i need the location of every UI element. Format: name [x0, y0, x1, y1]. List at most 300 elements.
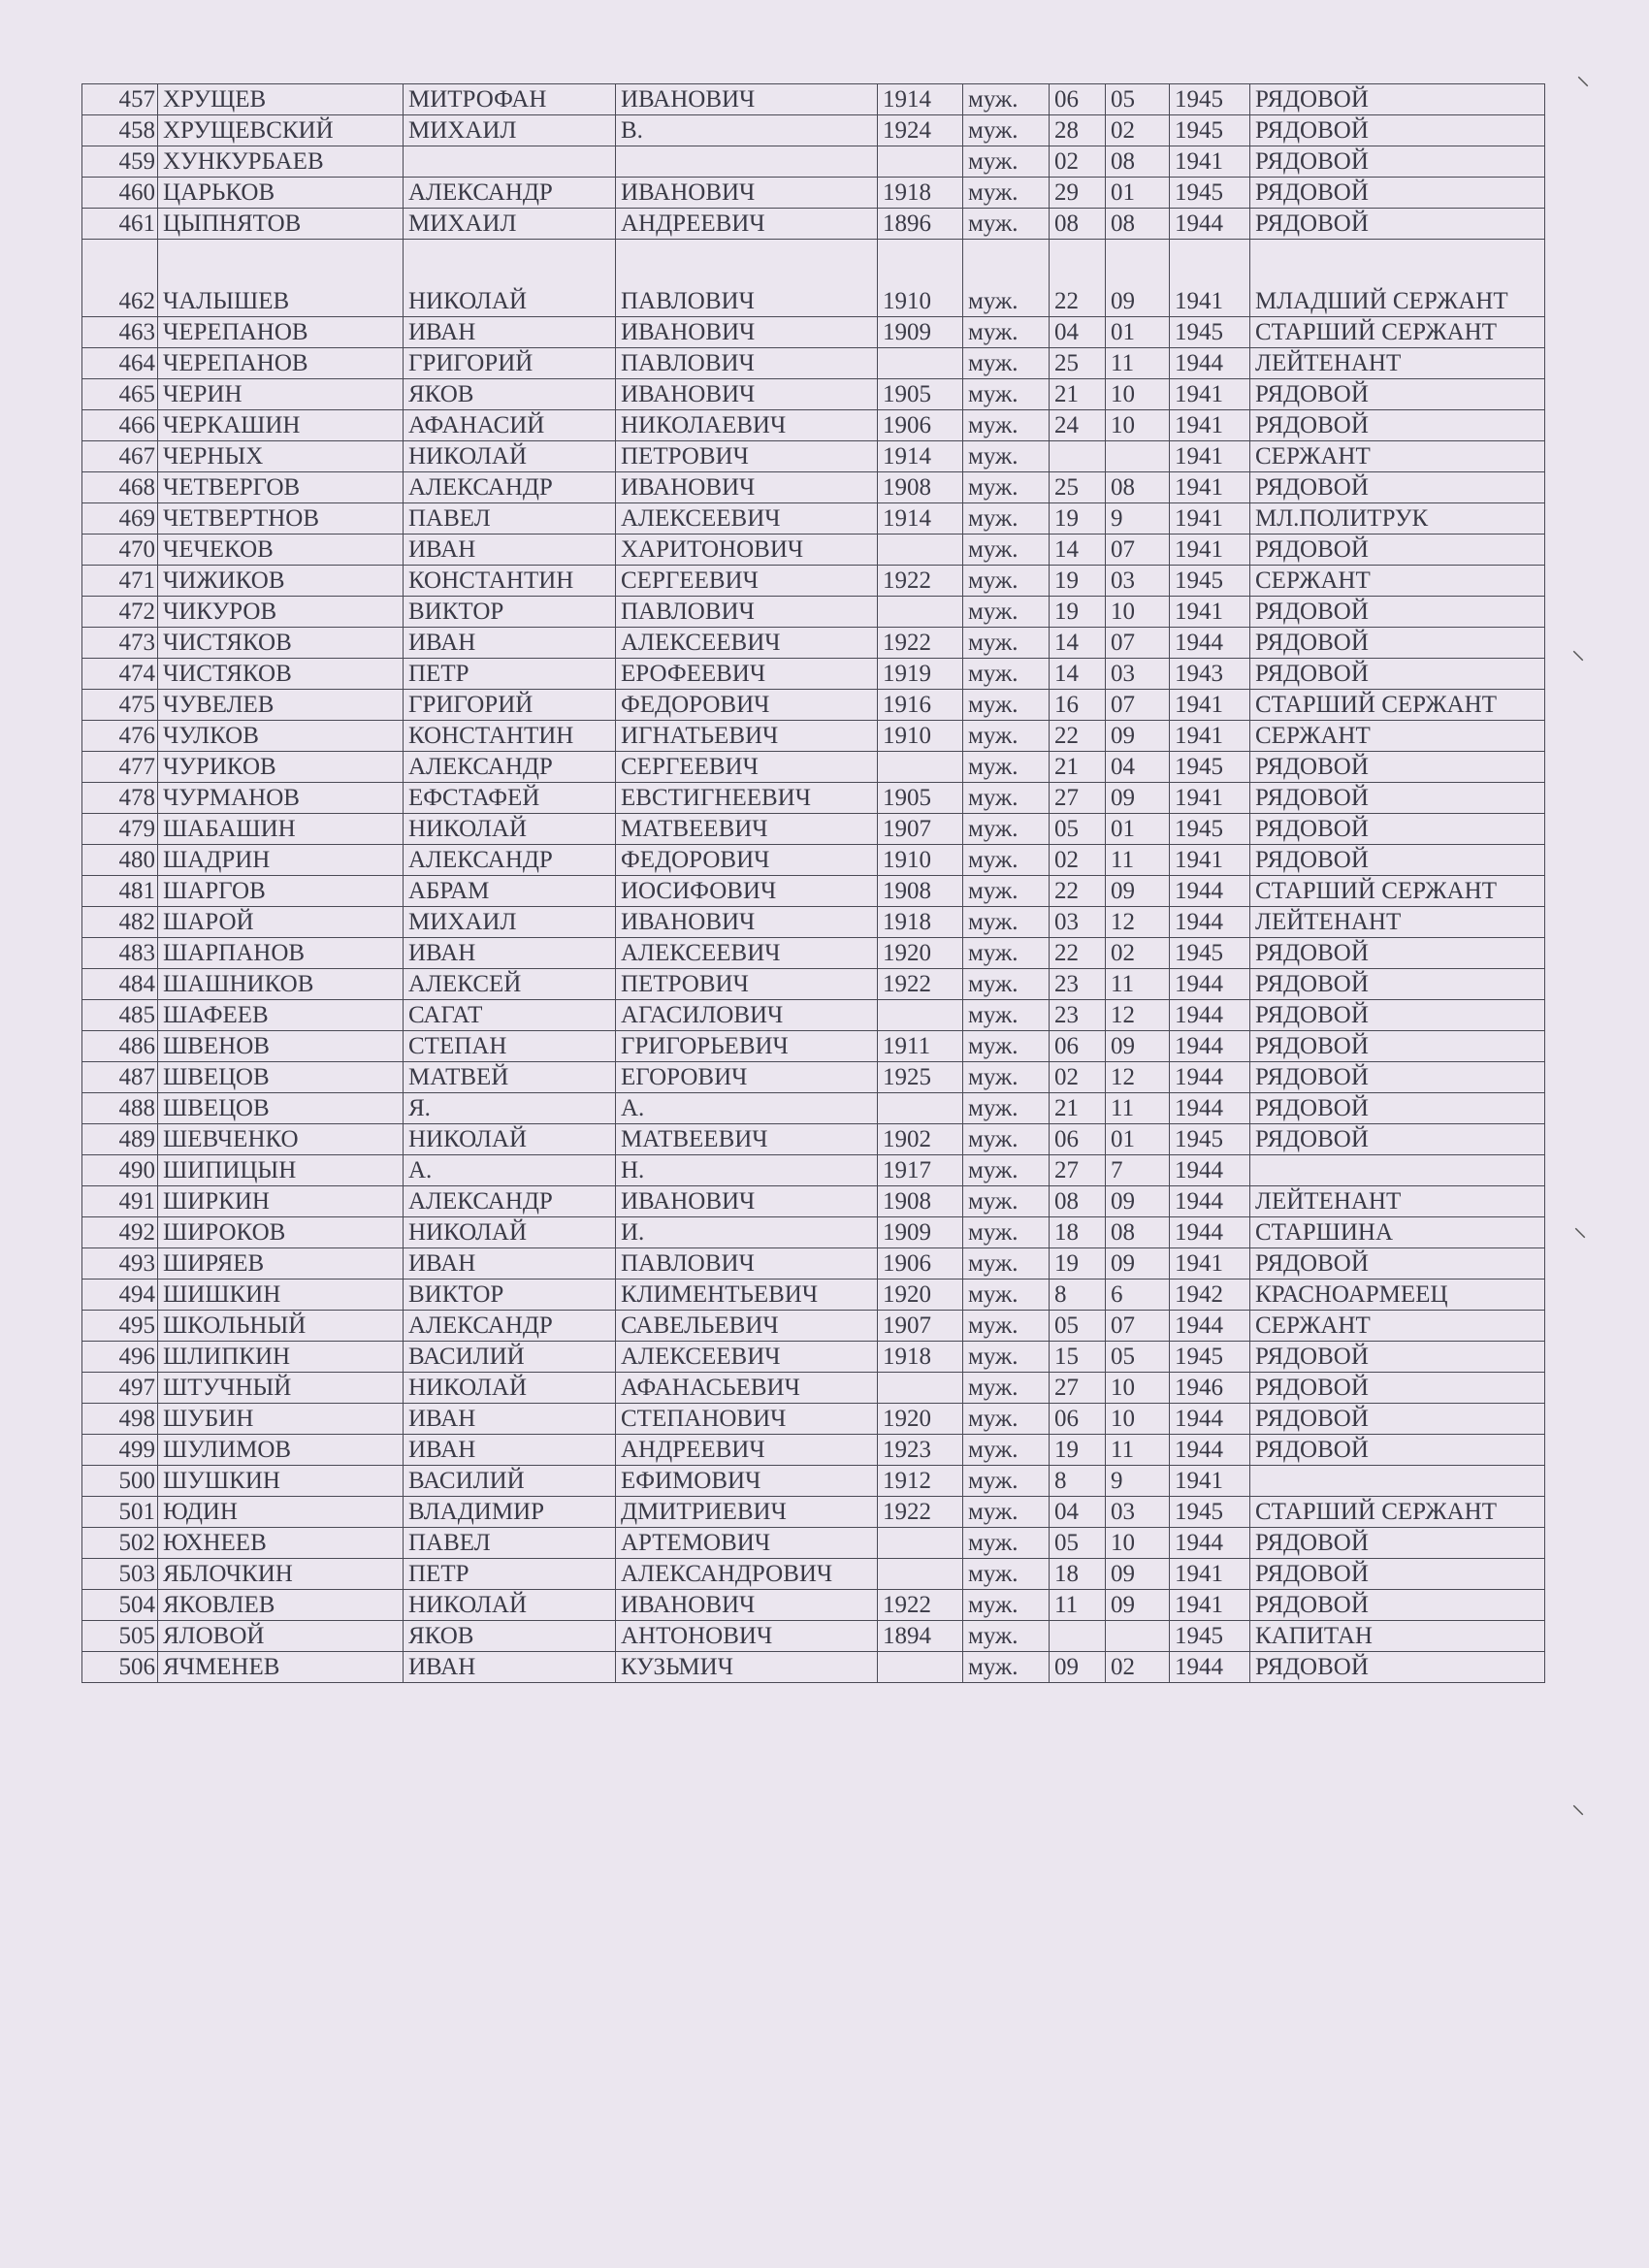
day-cell: 15 — [1050, 1342, 1106, 1373]
rank-cell: СЕРЖАНТ — [1250, 566, 1545, 597]
patronymic-cell: ИВАНОВИЧ — [616, 317, 878, 348]
table-row — [82, 1124, 1545, 1155]
month-cell — [1106, 1621, 1170, 1652]
surname-cell: ШВЕЦОВ — [158, 1093, 404, 1124]
first-name-cell: ИВАН — [404, 938, 616, 969]
sex-cell: муж. — [963, 1621, 1050, 1652]
first-name-cell: САГАТ — [404, 1000, 616, 1031]
surname-cell: ЦАРЬКОВ — [158, 178, 404, 209]
year-cell: 1945 — [1170, 566, 1250, 597]
year-cell: 1941 — [1170, 146, 1250, 178]
rank-cell: РЯДОВОЙ — [1250, 783, 1545, 814]
patronymic-cell: СЕРГЕЕВИЧ — [616, 752, 878, 783]
table-row — [82, 1590, 1545, 1621]
month-cell: 03 — [1106, 659, 1170, 690]
birth-year-cell: 1905 — [878, 379, 963, 410]
sex-cell: муж. — [963, 535, 1050, 566]
month-cell: 07 — [1106, 628, 1170, 659]
table-row — [82, 1248, 1545, 1280]
day-cell: 03 — [1050, 907, 1106, 938]
birth-year-cell: 1910 — [878, 845, 963, 876]
record-number-cell: 482 — [82, 907, 158, 938]
rank-cell: МЛ.ПОЛИТРУК — [1250, 503, 1545, 535]
record-number-cell: 473 — [82, 628, 158, 659]
year-cell: 1944 — [1170, 1186, 1250, 1217]
year-cell: 1945 — [1170, 178, 1250, 209]
day-cell: 19 — [1050, 1435, 1106, 1466]
patronymic-cell: ПЕТРОВИЧ — [616, 969, 878, 1000]
year-cell: 1945 — [1170, 84, 1250, 115]
month-cell: 11 — [1106, 1435, 1170, 1466]
record-number-cell: 505 — [82, 1621, 158, 1652]
first-name-cell: ВИКТОР — [404, 1280, 616, 1311]
sex-cell: муж. — [963, 379, 1050, 410]
year-cell: 1944 — [1170, 1528, 1250, 1559]
rank-cell: РЯДОВОЙ — [1250, 379, 1545, 410]
table-row — [82, 1497, 1545, 1528]
birth-year-cell: 1914 — [878, 84, 963, 115]
first-name-cell: МИХАИЛ — [404, 115, 616, 146]
day-cell: 08 — [1050, 209, 1106, 240]
table-row — [82, 814, 1545, 845]
table-row — [82, 1466, 1545, 1497]
day-cell: 19 — [1050, 597, 1106, 628]
surname-cell: ЧЕРИН — [158, 379, 404, 410]
record-number-cell: 468 — [82, 472, 158, 503]
patronymic-cell: АНДРЕЕВИЧ — [616, 1435, 878, 1466]
surname-cell: ШАРГОВ — [158, 876, 404, 907]
birth-year-cell: 1920 — [878, 938, 963, 969]
surname-cell: ЧИСТЯКОВ — [158, 628, 404, 659]
table-row — [82, 348, 1545, 379]
surname-cell: ЧУВЕЛЕВ — [158, 690, 404, 721]
record-number-cell: 486 — [82, 1031, 158, 1062]
record-number-cell: 466 — [82, 410, 158, 441]
record-number-cell: 479 — [82, 814, 158, 845]
birth-year-cell: 1918 — [878, 178, 963, 209]
first-name-cell: АЛЕКСАНДР — [404, 752, 616, 783]
table-row — [82, 84, 1545, 115]
first-name-cell: НИКОЛАЙ — [404, 1124, 616, 1155]
sex-cell: муж. — [963, 1155, 1050, 1186]
surname-cell: ЧУЛКОВ — [158, 721, 404, 752]
rank-cell: СТАРШИЙ СЕРЖАНТ — [1250, 876, 1545, 907]
record-number-cell: 499 — [82, 1435, 158, 1466]
year-cell: 1941 — [1170, 1559, 1250, 1590]
table-row — [82, 441, 1545, 472]
record-number-cell: 462 — [82, 240, 158, 317]
first-name-cell: ПЕТР — [404, 659, 616, 690]
table-row — [82, 690, 1545, 721]
month-cell: 10 — [1106, 410, 1170, 441]
surname-cell: ШЛИПКИН — [158, 1342, 404, 1373]
table-row — [82, 1217, 1545, 1248]
rank-cell: СТАРШИЙ СЕРЖАНТ — [1250, 1497, 1545, 1528]
record-number-cell: 480 — [82, 845, 158, 876]
month-cell: 02 — [1106, 938, 1170, 969]
surname-cell: ЧАЛЫШЕВ — [158, 240, 404, 317]
day-cell: 22 — [1050, 876, 1106, 907]
patronymic-cell: ИВАНОВИЧ — [616, 472, 878, 503]
month-cell: 09 — [1106, 1559, 1170, 1590]
sex-cell: муж. — [963, 115, 1050, 146]
birth-year-cell: 1908 — [878, 876, 963, 907]
patronymic-cell: АЛЕКСЕЕВИЧ — [616, 1342, 878, 1373]
day-cell: 18 — [1050, 1217, 1106, 1248]
year-cell: 1941 — [1170, 503, 1250, 535]
surname-cell: ХРУЩЕВСКИЙ — [158, 115, 404, 146]
first-name-cell: НИКОЛАЙ — [404, 441, 616, 472]
table-row — [82, 783, 1545, 814]
sex-cell: муж. — [963, 410, 1050, 441]
day-cell — [1050, 441, 1106, 472]
sex-cell: муж. — [963, 441, 1050, 472]
birth-year-cell: 1894 — [878, 1621, 963, 1652]
first-name-cell: МАТВЕЙ — [404, 1062, 616, 1093]
year-cell: 1941 — [1170, 441, 1250, 472]
year-cell: 1941 — [1170, 535, 1250, 566]
punch-mark-icon: ⸜ — [1573, 1211, 1588, 1243]
record-number-cell: 487 — [82, 1062, 158, 1093]
record-number-cell: 459 — [82, 146, 158, 178]
day-cell: 25 — [1050, 472, 1106, 503]
year-cell: 1945 — [1170, 1124, 1250, 1155]
month-cell: 08 — [1106, 146, 1170, 178]
patronymic-cell: АЛЕКСЕЕВИЧ — [616, 503, 878, 535]
year-cell: 1941 — [1170, 783, 1250, 814]
sex-cell: муж. — [963, 938, 1050, 969]
rank-cell: РЯДОВОЙ — [1250, 1124, 1545, 1155]
sex-cell: муж. — [963, 1373, 1050, 1404]
day-cell: 11 — [1050, 1590, 1106, 1621]
sex-cell: муж. — [963, 503, 1050, 535]
month-cell: 01 — [1106, 178, 1170, 209]
table-row — [82, 379, 1545, 410]
month-cell: 08 — [1106, 209, 1170, 240]
surname-cell: ШВЕЦОВ — [158, 1062, 404, 1093]
first-name-cell: КОНСТАНТИН — [404, 721, 616, 752]
patronymic-cell: ИВАНОВИЧ — [616, 178, 878, 209]
surname-cell: ЧЕТВЕРГОВ — [158, 472, 404, 503]
surname-cell: ЮХНЕЕВ — [158, 1528, 404, 1559]
rank-cell: РЯДОВОЙ — [1250, 1248, 1545, 1280]
patronymic-cell: ЕФИМОВИЧ — [616, 1466, 878, 1497]
birth-year-cell — [878, 597, 963, 628]
punch-mark-icon: ⸜ — [1576, 59, 1591, 91]
birth-year-cell: 1918 — [878, 1342, 963, 1373]
patronymic-cell: АНДРЕЕВИЧ — [616, 209, 878, 240]
record-number-cell: 492 — [82, 1217, 158, 1248]
table-row — [82, 907, 1545, 938]
month-cell: 01 — [1106, 814, 1170, 845]
rank-cell: КРАСНОАРМЕЕЦ — [1250, 1280, 1545, 1311]
table-row — [82, 1342, 1545, 1373]
day-cell: 09 — [1050, 1652, 1106, 1683]
table-row — [82, 1000, 1545, 1031]
birth-year-cell: 1906 — [878, 410, 963, 441]
year-cell: 1945 — [1170, 938, 1250, 969]
rank-cell: ЛЕЙТЕНАНТ — [1250, 907, 1545, 938]
sex-cell: муж. — [963, 1124, 1050, 1155]
year-cell: 1941 — [1170, 472, 1250, 503]
record-number-cell: 506 — [82, 1652, 158, 1683]
record-number-cell: 504 — [82, 1590, 158, 1621]
record-number-cell: 463 — [82, 317, 158, 348]
table-row — [82, 472, 1545, 503]
table-row — [82, 876, 1545, 907]
day-cell: 28 — [1050, 115, 1106, 146]
patronymic-cell: МАТВЕЕВИЧ — [616, 814, 878, 845]
first-name-cell: ИВАН — [404, 1248, 616, 1280]
year-cell: 1941 — [1170, 1466, 1250, 1497]
day-cell: 05 — [1050, 814, 1106, 845]
record-number-cell: 496 — [82, 1342, 158, 1373]
surname-cell: ШКОЛЬНЫЙ — [158, 1311, 404, 1342]
first-name-cell: ИВАН — [404, 628, 616, 659]
day-cell: 14 — [1050, 628, 1106, 659]
rank-cell: РЯДОВОЙ — [1250, 1559, 1545, 1590]
birth-year-cell: 1920 — [878, 1404, 963, 1435]
month-cell: 01 — [1106, 1124, 1170, 1155]
rank-cell: РЯДОВОЙ — [1250, 535, 1545, 566]
first-name-cell: АЛЕКСАНДР — [404, 1186, 616, 1217]
table-row — [82, 503, 1545, 535]
day-cell: 24 — [1050, 410, 1106, 441]
table-row — [82, 845, 1545, 876]
birth-year-cell: 1920 — [878, 1280, 963, 1311]
patronymic-cell: ПЕТРОВИЧ — [616, 441, 878, 472]
month-cell: 10 — [1106, 1373, 1170, 1404]
patronymic-cell: АЛЕКСЕЕВИЧ — [616, 938, 878, 969]
sex-cell: муж. — [963, 1031, 1050, 1062]
birth-year-cell — [878, 535, 963, 566]
table-row — [82, 115, 1545, 146]
record-number-cell: 476 — [82, 721, 158, 752]
month-cell: 10 — [1106, 597, 1170, 628]
sex-cell: муж. — [963, 1093, 1050, 1124]
rank-cell — [1250, 1466, 1545, 1497]
sex-cell: муж. — [963, 84, 1050, 115]
year-cell: 1945 — [1170, 752, 1250, 783]
patronymic-cell: СТЕПАНОВИЧ — [616, 1404, 878, 1435]
day-cell: 06 — [1050, 1124, 1106, 1155]
year-cell: 1945 — [1170, 814, 1250, 845]
record-number-cell: 485 — [82, 1000, 158, 1031]
sex-cell: муж. — [963, 1280, 1050, 1311]
birth-year-cell: 1919 — [878, 659, 963, 690]
year-cell: 1945 — [1170, 115, 1250, 146]
sex-cell: муж. — [963, 1528, 1050, 1559]
patronymic-cell: КЛИМЕНТЬЕВИЧ — [616, 1280, 878, 1311]
surname-cell: ШАШНИКОВ — [158, 969, 404, 1000]
month-cell: 08 — [1106, 1217, 1170, 1248]
rank-cell: РЯДОВОЙ — [1250, 969, 1545, 1000]
birth-year-cell: 1918 — [878, 907, 963, 938]
first-name-cell: ВИКТОР — [404, 597, 616, 628]
rank-cell: РЯДОВОЙ — [1250, 472, 1545, 503]
patronymic-cell: АНТОНОВИЧ — [616, 1621, 878, 1652]
record-number-cell: 483 — [82, 938, 158, 969]
month-cell: 12 — [1106, 1062, 1170, 1093]
month-cell: 03 — [1106, 1497, 1170, 1528]
surname-cell: ЧИСТЯКОВ — [158, 659, 404, 690]
table-row — [82, 628, 1545, 659]
record-number-cell: 469 — [82, 503, 158, 535]
first-name-cell: МИХАИЛ — [404, 907, 616, 938]
record-number-cell: 484 — [82, 969, 158, 1000]
year-cell: 1944 — [1170, 1155, 1250, 1186]
day-cell: 21 — [1050, 1093, 1106, 1124]
birth-year-cell: 1924 — [878, 115, 963, 146]
first-name-cell: ИВАН — [404, 317, 616, 348]
day-cell: 25 — [1050, 348, 1106, 379]
surname-cell: ШАДРИН — [158, 845, 404, 876]
year-cell: 1944 — [1170, 1000, 1250, 1031]
day-cell: 19 — [1050, 566, 1106, 597]
patronymic-cell: АФАНАСЬЕВИЧ — [616, 1373, 878, 1404]
record-number-cell: 477 — [82, 752, 158, 783]
sex-cell: муж. — [963, 752, 1050, 783]
birth-year-cell: 1922 — [878, 566, 963, 597]
patronymic-cell: ЕРОФЕЕВИЧ — [616, 659, 878, 690]
birth-year-cell: 1905 — [878, 783, 963, 814]
record-number-cell: 494 — [82, 1280, 158, 1311]
patronymic-cell: АЛЕКСЕЕВИЧ — [616, 628, 878, 659]
month-cell: 05 — [1106, 1342, 1170, 1373]
patronymic-cell — [616, 146, 878, 178]
rank-cell: МЛАДШИЙ СЕРЖАНТ — [1250, 240, 1545, 317]
table-row — [82, 410, 1545, 441]
sex-cell: муж. — [963, 1466, 1050, 1497]
surname-cell: ЯБЛОЧКИН — [158, 1559, 404, 1590]
year-cell: 1941 — [1170, 721, 1250, 752]
record-number-cell: 488 — [82, 1093, 158, 1124]
surname-cell: ХУНКУРБАЕВ — [158, 146, 404, 178]
year-cell: 1944 — [1170, 1062, 1250, 1093]
day-cell: 18 — [1050, 1559, 1106, 1590]
rank-cell: РЯДОВОЙ — [1250, 814, 1545, 845]
day-cell: 27 — [1050, 783, 1106, 814]
surname-cell: ШИРКИН — [158, 1186, 404, 1217]
day-cell: 21 — [1050, 752, 1106, 783]
sex-cell: муж. — [963, 240, 1050, 317]
month-cell: 09 — [1106, 1031, 1170, 1062]
surname-cell: ШИШКИН — [158, 1280, 404, 1311]
month-cell: 11 — [1106, 1093, 1170, 1124]
surname-cell: ШИРОКОВ — [158, 1217, 404, 1248]
surname-cell: ШВЕНОВ — [158, 1031, 404, 1062]
record-number-cell: 467 — [82, 441, 158, 472]
table-row — [82, 1373, 1545, 1404]
year-cell: 1941 — [1170, 597, 1250, 628]
surname-cell: ЮДИН — [158, 1497, 404, 1528]
records-body — [82, 84, 1545, 1683]
surname-cell: ЦЫПНЯТОВ — [158, 209, 404, 240]
day-cell: 22 — [1050, 240, 1106, 317]
month-cell: 10 — [1106, 1528, 1170, 1559]
month-cell: 12 — [1106, 1000, 1170, 1031]
rank-cell: РЯДОВОЙ — [1250, 1062, 1545, 1093]
day-cell: 06 — [1050, 84, 1106, 115]
birth-year-cell: 1914 — [878, 503, 963, 535]
month-cell: 09 — [1106, 1248, 1170, 1280]
record-number-cell: 501 — [82, 1497, 158, 1528]
rank-cell: РЯДОВОЙ — [1250, 1342, 1545, 1373]
surname-cell: ЯЧМЕНЕВ — [158, 1652, 404, 1683]
table-row — [82, 1280, 1545, 1311]
birth-year-cell: 1912 — [878, 1466, 963, 1497]
patronymic-cell: ИВАНОВИЧ — [616, 1590, 878, 1621]
record-number-cell: 498 — [82, 1404, 158, 1435]
year-cell: 1945 — [1170, 1621, 1250, 1652]
year-cell: 1944 — [1170, 1652, 1250, 1683]
rank-cell: СТАРШИЙ СЕРЖАНТ — [1250, 690, 1545, 721]
record-number-cell: 493 — [82, 1248, 158, 1280]
first-name-cell: СТЕПАН — [404, 1031, 616, 1062]
month-cell: 05 — [1106, 84, 1170, 115]
birth-year-cell: 1909 — [878, 317, 963, 348]
patronymic-cell: ФЕДОРОВИЧ — [616, 845, 878, 876]
birth-year-cell — [878, 1373, 963, 1404]
first-name-cell: ЯКОВ — [404, 1621, 616, 1652]
rank-cell: РЯДОВОЙ — [1250, 1590, 1545, 1621]
surname-cell: ЧИКУРОВ — [158, 597, 404, 628]
record-number-cell: 470 — [82, 535, 158, 566]
birth-year-cell — [878, 752, 963, 783]
birth-year-cell: 1917 — [878, 1155, 963, 1186]
surname-cell: ШУБИН — [158, 1404, 404, 1435]
birth-year-cell — [878, 1528, 963, 1559]
day-cell: 22 — [1050, 938, 1106, 969]
day-cell: 06 — [1050, 1031, 1106, 1062]
month-cell: 07 — [1106, 535, 1170, 566]
sex-cell: муж. — [963, 597, 1050, 628]
year-cell: 1944 — [1170, 1031, 1250, 1062]
first-name-cell: ЕФСТАФЕЙ — [404, 783, 616, 814]
first-name-cell: ВАСИЛИЙ — [404, 1466, 616, 1497]
day-cell: 21 — [1050, 379, 1106, 410]
rank-cell: ЛЕЙТЕНАНТ — [1250, 348, 1545, 379]
surname-cell: ШЕВЧЕНКО — [158, 1124, 404, 1155]
year-cell: 1941 — [1170, 240, 1250, 317]
sex-cell: муж. — [963, 1652, 1050, 1683]
table-row — [82, 969, 1545, 1000]
sex-cell: муж. — [963, 814, 1050, 845]
surname-cell: ШУШКИН — [158, 1466, 404, 1497]
rank-cell: РЯДОВОЙ — [1250, 146, 1545, 178]
month-cell: 07 — [1106, 1311, 1170, 1342]
rank-cell: РЯДОВОЙ — [1250, 597, 1545, 628]
sex-cell: муж. — [963, 845, 1050, 876]
birth-year-cell: 1910 — [878, 240, 963, 317]
month-cell: 11 — [1106, 969, 1170, 1000]
first-name-cell: ГРИГОРИЙ — [404, 690, 616, 721]
day-cell: 29 — [1050, 178, 1106, 209]
surname-cell: ЧУРМАНОВ — [158, 783, 404, 814]
day-cell: 14 — [1050, 535, 1106, 566]
record-number-cell: 475 — [82, 690, 158, 721]
patronymic-cell: МАТВЕЕВИЧ — [616, 1124, 878, 1155]
sex-cell: муж. — [963, 1062, 1050, 1093]
patronymic-cell: ХАРИТОНОВИЧ — [616, 535, 878, 566]
day-cell: 02 — [1050, 146, 1106, 178]
surname-cell: ШТУЧНЫЙ — [158, 1373, 404, 1404]
table-row — [82, 535, 1545, 566]
month-cell: 02 — [1106, 115, 1170, 146]
patronymic-cell: Н. — [616, 1155, 878, 1186]
record-number-cell: 490 — [82, 1155, 158, 1186]
surname-cell: ШАБАШИН — [158, 814, 404, 845]
